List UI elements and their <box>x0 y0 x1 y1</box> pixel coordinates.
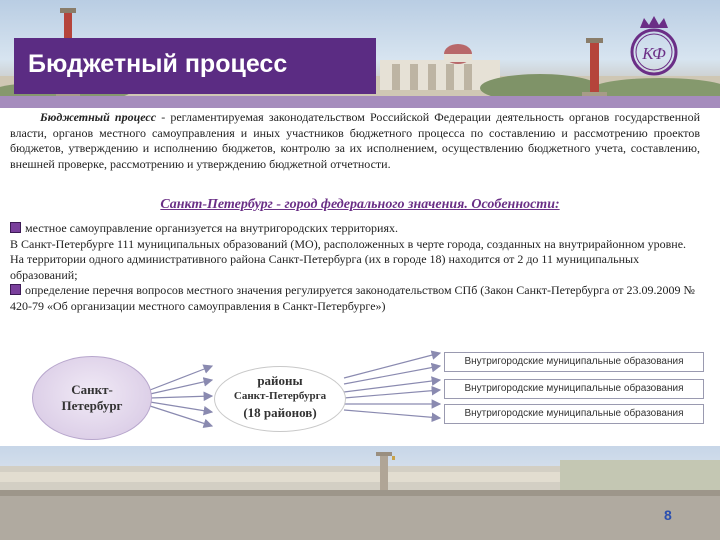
municipal-box-2: Внутригородские муниципальные образования <box>444 379 704 399</box>
page-number: 8 <box>664 507 672 523</box>
footer-cityscape-photo <box>0 446 720 540</box>
municipal-box-3: Внутригородские муниципальные образования <box>444 404 704 424</box>
definition-term: Бюджетный процесс <box>40 110 157 124</box>
emblem-monogram: КФ <box>642 44 666 63</box>
municipal-box-1: Внутригородские муниципальные образования <box>444 352 704 372</box>
districts-node <box>214 366 346 432</box>
embankment-illustration <box>0 446 720 540</box>
city-node <box>32 356 152 440</box>
districts-city-label: Санкт-Петербурга <box>233 390 327 402</box>
bullet-text-1: местное самоуправление организуется на внутригородских территориях. <box>25 221 398 235</box>
definition-text: - регламентируемая законодательством Российской Федерации деятельность органов государственной власти, органов местного самоуправления и иных участников бюджетного процесса по составлению и рассмотрению проектов бюджетов, утверждению и исполнению бюджетов, контролю за их исполнением, осуществлению бюджетного учета, составлению, внешней проверке, рассмотрению и утверждению бюджетной отчетности. <box>10 110 700 171</box>
districts-count: (18 районов) <box>243 405 317 420</box>
districts-label: районы <box>257 373 303 388</box>
municipal-paragraph: В Санкт-Петербурге 111 муниципальных образований (МО), расположенных в черте города, созданных на внутрирайонном уровне. На территории одного административного района Санкт-Петербурга (их в городе 18) находится от 2 до 11 муниципальных образований; <box>10 236 687 282</box>
section-subheading: Санкт-Петербург - город федерального значения. Особенности: <box>160 197 560 212</box>
city-label: Санкт-Петербург <box>61 382 123 413</box>
bullet-text-2: определение перечня вопросов местного значения регулируется законодательством СПб (Закон Санкт-Петербурга от 23.09.2009 № 420-79 «Об организации местного самоуправления в Санкт-Петербурге») <box>10 283 695 313</box>
page-title: Бюджетный процесс <box>28 50 288 78</box>
